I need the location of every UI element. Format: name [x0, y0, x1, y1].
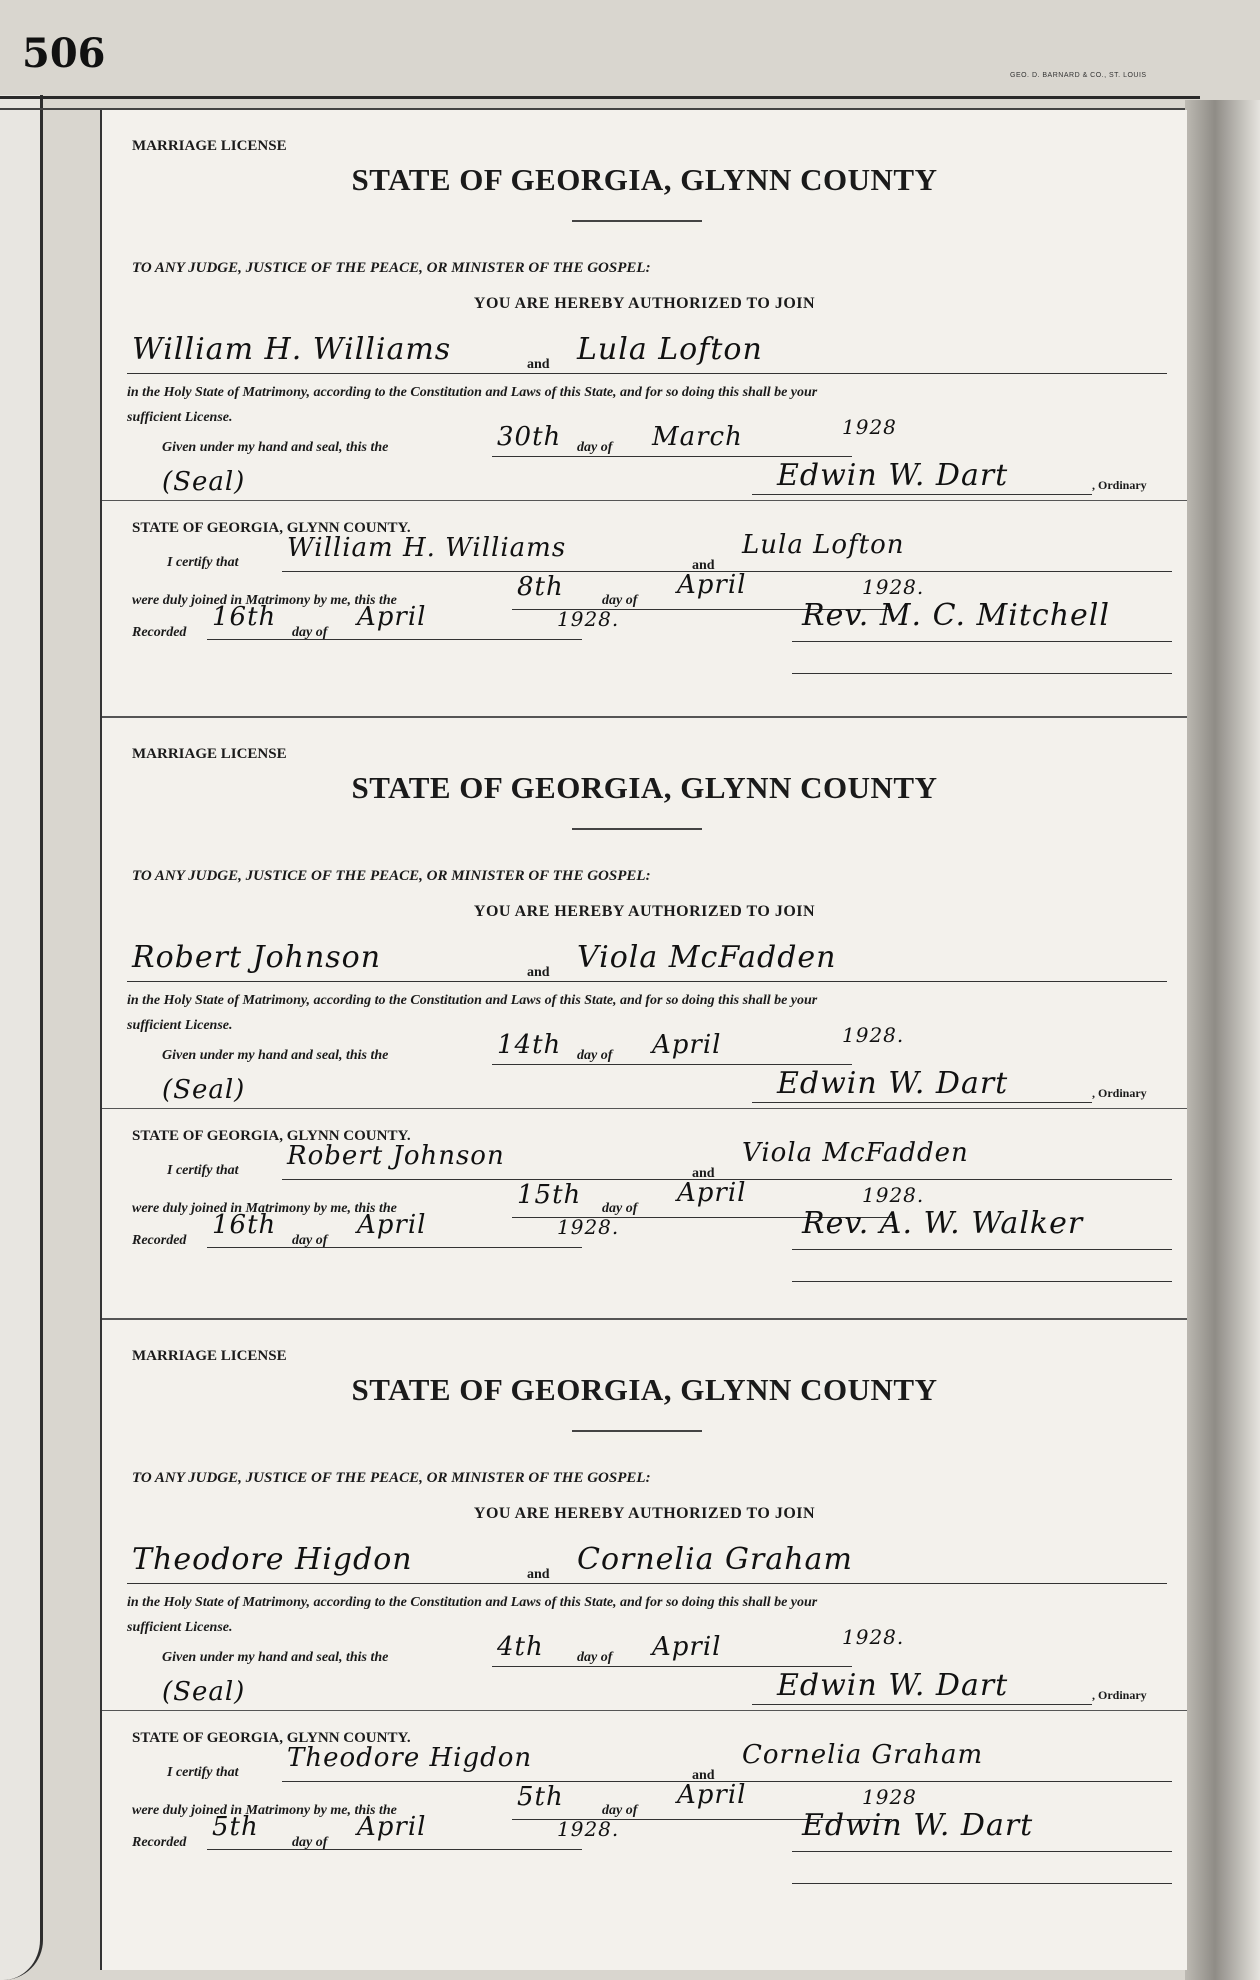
joined-year: 1928 [862, 1785, 917, 1809]
joined-text: were duly joined in Matrimony by me, this the [132, 593, 397, 608]
joined-day: 8th [517, 572, 564, 602]
license-label: MARRIAGE LICENSE [132, 138, 287, 154]
given-day-of: day of [577, 440, 613, 455]
recorded-month: April [357, 602, 427, 632]
and-label: and [527, 1567, 550, 1582]
state-title: STATE OF GEORGIA, GLYNN COUNTY [351, 1372, 938, 1407]
recorded-label: Recorded [132, 1835, 187, 1850]
groom-name: Robert Johnson [132, 940, 382, 975]
printer-mark: GEO. D. BARNARD & CO., ST. LOUIS [1010, 72, 1147, 79]
recorded-line [207, 1246, 582, 1248]
officiant-signature: Rev. M. C. Mitchell [802, 598, 1110, 633]
given-day-of: day of [577, 1650, 613, 1665]
sufficient-license: sufficient License. [127, 410, 233, 425]
given-day-of: day of [577, 1048, 613, 1063]
recorded-label: Recorded [132, 625, 187, 640]
blank-line [792, 1882, 1172, 1884]
ordinary-line [752, 1703, 1092, 1705]
recorded-line [207, 1848, 582, 1850]
given-month: April [652, 1632, 722, 1662]
given-month: March [652, 422, 743, 452]
recorded-day-of: day of [292, 625, 328, 640]
names-line [127, 1582, 1167, 1584]
and-label: and [527, 357, 550, 372]
license-label: MARRIAGE LICENSE [132, 1348, 287, 1364]
given-line [492, 455, 852, 457]
joined-month: April [677, 1178, 747, 1208]
marriage-record-2 [102, 718, 1187, 1323]
addressee-line: TO ANY JUDGE, JUSTICE OF THE PEACE, OR MINISTER OF THE GOSPEL: [132, 868, 651, 884]
recorded-year: 1928. [557, 1817, 620, 1841]
seal-mark: (Seal) [162, 1677, 246, 1707]
joined-text: were duly joined in Matrimony by me, this the [132, 1803, 397, 1818]
title-rule [572, 828, 702, 830]
given-text: Given under my hand and seal, this the [162, 1048, 389, 1063]
certified-groom: Robert Johnson [287, 1141, 505, 1171]
page-edge [0, 95, 43, 1980]
recorded-day: 16th [212, 602, 277, 632]
joined-day-of: day of [602, 593, 638, 608]
recorded-label: Recorded [132, 1233, 187, 1248]
page-number: 506 [22, 30, 106, 77]
given-line [492, 1063, 852, 1065]
certify-text: I certify that [167, 1765, 239, 1780]
section-rule [102, 1710, 1187, 1711]
certified-bride: Lula Lofton [742, 530, 905, 560]
given-text: Given under my hand and seal, this the [162, 1650, 389, 1665]
ordinary-line [752, 1101, 1092, 1103]
given-year: 1928. [842, 1625, 905, 1649]
certified-groom: Theodore Higdon [287, 1743, 533, 1773]
state-title: STATE OF GEORGIA, GLYNN COUNTY [351, 770, 938, 805]
ordinary-label: , Ordinary [1092, 478, 1147, 492]
joined-text: were duly joined in Matrimony by me, this the [132, 1201, 397, 1216]
bride-name: Viola McFadden [577, 940, 837, 975]
recorded-year: 1928. [557, 607, 620, 631]
matrimony-text: in the Holy State of Matrimony, according to the Constitution and Laws of this State, and for so doing this shall be your [127, 385, 818, 400]
certificate-heading: STATE OF GEORGIA, GLYNN COUNTY. [132, 1730, 411, 1746]
names-line [127, 372, 1167, 374]
marriage-record-1 [102, 110, 1187, 715]
register-sheet [100, 110, 1187, 1970]
blank-line [792, 1280, 1172, 1282]
certified-bride: Cornelia Graham [742, 1740, 984, 1770]
section-rule [102, 500, 1187, 501]
authorization-line: YOU ARE HEREBY AUTHORIZED TO JOIN [473, 295, 816, 312]
ordinary-label: , Ordinary [1092, 1688, 1147, 1702]
joined-year: 1928. [862, 575, 925, 599]
addressee-line: TO ANY JUDGE, JUSTICE OF THE PEACE, OR MINISTER OF THE GOSPEL: [132, 1470, 651, 1486]
recorded-day: 5th [212, 1812, 259, 1842]
certify-text: I certify that [167, 555, 239, 570]
and-label: and [692, 1166, 715, 1181]
bride-name: Lula Lofton [577, 332, 763, 367]
officiant-signature: Edwin W. Dart [802, 1808, 1034, 1843]
joined-day: 15th [517, 1180, 582, 1210]
addressee-line: TO ANY JUDGE, JUSTICE OF THE PEACE, OR MINISTER OF THE GOSPEL: [132, 260, 651, 276]
ordinary-label: , Ordinary [1092, 1086, 1147, 1100]
bride-name: Cornelia Graham [577, 1542, 853, 1577]
license-label: MARRIAGE LICENSE [132, 746, 287, 762]
and-label: and [692, 1768, 715, 1783]
given-line [492, 1665, 852, 1667]
section-rule [102, 1108, 1187, 1109]
blank-line [792, 672, 1172, 674]
officiant-line [792, 1850, 1172, 1852]
ordinary-signature: Edwin W. Dart [777, 458, 1009, 493]
joined-month: April [677, 570, 747, 600]
given-day: 4th [497, 1632, 544, 1662]
sufficient-license: sufficient License. [127, 1018, 233, 1033]
officiant-signature: Rev. A. W. Walker [802, 1206, 1084, 1241]
record-divider [102, 1318, 1187, 1320]
given-year: 1928. [842, 1023, 905, 1047]
state-title: STATE OF GEORGIA, GLYNN COUNTY [351, 162, 938, 197]
given-day: 30th [497, 422, 562, 452]
ordinary-signature: Edwin W. Dart [777, 1066, 1009, 1101]
given-month: April [652, 1030, 722, 1060]
title-rule [572, 220, 702, 222]
recorded-day: 16th [212, 1210, 277, 1240]
officiant-line [792, 1248, 1172, 1250]
sufficient-license: sufficient License. [127, 1620, 233, 1635]
certificate-heading: STATE OF GEORGIA, GLYNN COUNTY. [132, 1128, 411, 1144]
recorded-day-of: day of [292, 1835, 328, 1850]
record-divider [102, 716, 1187, 718]
matrimony-text: in the Holy State of Matrimony, according to the Constitution and Laws of this State, and for so doing this shall be your [127, 1595, 818, 1610]
recorded-line [207, 638, 582, 640]
groom-name: Theodore Higdon [132, 1542, 413, 1577]
title-rule [572, 1430, 702, 1432]
groom-name: William H. Williams [132, 332, 452, 367]
and-label: and [692, 558, 715, 573]
marriage-record-3 [102, 1320, 1187, 1925]
joined-day-of: day of [602, 1201, 638, 1216]
officiant-line [792, 640, 1172, 642]
recorded-year: 1928. [557, 1215, 620, 1239]
recorded-day-of: day of [292, 1233, 328, 1248]
joined-day: 5th [517, 1782, 564, 1812]
seal-mark: (Seal) [162, 1075, 246, 1105]
certified-bride: Viola McFadden [742, 1138, 969, 1168]
joined-day-of: day of [602, 1803, 638, 1818]
recorded-month: April [357, 1812, 427, 1842]
and-label: and [527, 965, 550, 980]
matrimony-text: in the Holy State of Matrimony, according to the Constitution and Laws of this State, and for so doing this shall be your [127, 993, 818, 1008]
authorization-line: YOU ARE HEREBY AUTHORIZED TO JOIN [473, 903, 816, 920]
ordinary-signature: Edwin W. Dart [777, 1668, 1009, 1703]
top-rule [0, 96, 1200, 99]
certified-groom: William H. Williams [287, 533, 567, 563]
certify-text: I certify that [167, 1163, 239, 1178]
given-year: 1928 [842, 415, 897, 439]
joined-month: April [677, 1780, 747, 1810]
ordinary-line [752, 493, 1092, 495]
given-day: 14th [497, 1030, 562, 1060]
seal-mark: (Seal) [162, 467, 246, 497]
names-line [127, 980, 1167, 982]
joined-year: 1928. [862, 1183, 925, 1207]
binding-shadow [1185, 100, 1260, 1980]
recorded-month: April [357, 1210, 427, 1240]
certificate-heading: STATE OF GEORGIA, GLYNN COUNTY. [132, 520, 411, 536]
given-text: Given under my hand and seal, this the [162, 440, 389, 455]
authorization-line: YOU ARE HEREBY AUTHORIZED TO JOIN [473, 1505, 816, 1522]
